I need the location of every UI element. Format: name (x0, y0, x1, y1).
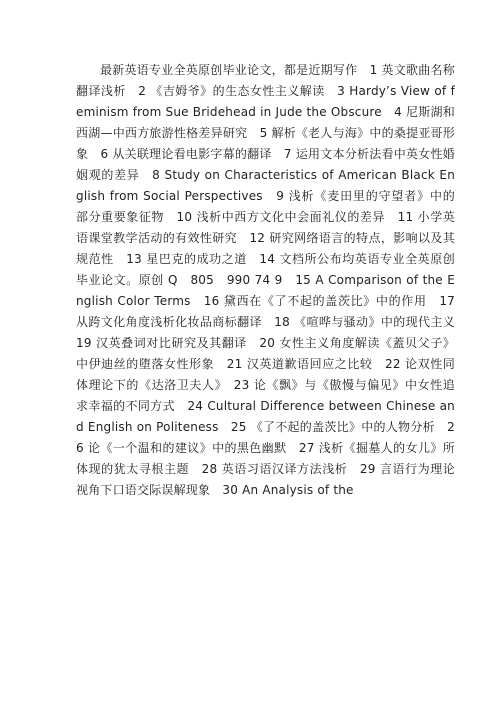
body-paragraph: 最新英语专业全英原创毕业论文，都是近期写作 1 英文歌曲名称翻译浅析 2 《吉姆爷》的生态女性主义解读 3 Hardy’s View of feminism from Sue Bridehead in Jude the Obscure 4 尼斯湖和西湖—中西方旅游性格差异研究 5 解析《老人与海》中的桑提亚哥形象 6 从关联理论看电影字幕的翻译 7 运用文本分析法看中英女性婚姻观的差异 8 Study on Characteristics of American Black English from Social Perspectives 9 浅析《麦田里的守望者》中的部分重要象征物 10 浅析中西方文化中会面礼仪的差异 11 小学英语课堂教学活动的有效性研究 12 研究网络语言的特点，影响以及其规范性 13 星巴克的成功之道 14 文档所公布均英语专业全英原创毕业论文。原创 Q 805 990 74 9 15 A Comparison of the English Color Terms 16 黛西在《了不起的盖茨比》中的作用 17 从跨文化角度浅析化妆品商标翻译 18 《喧哗与骚动》中的现代主义 19 汉英叠词对比研究及其翻译 20 女性主义角度解读《蓋贝父子》中伊迪丝的堕落女性形象 21 汉英道歉语回应之比较 22 论双性同体理论下的《达洛卫夫人》 23 论《飘》与《傲慢与偏见》中女性追求幸福的不同方式 24 Cultural Difference between Chinese and English on Politeness 25 《了不起的盖茨比》中的人物分析 26 论《一个温和的建议》中的黑色幽默 27 浅析《掘墓人的女儿》所体现的犹太寻根主题 28 英语习语汉译方法浅析 29 言语行为理论视角下口语交际误解现象 30 An Analysis of the (76, 63, 468, 497)
